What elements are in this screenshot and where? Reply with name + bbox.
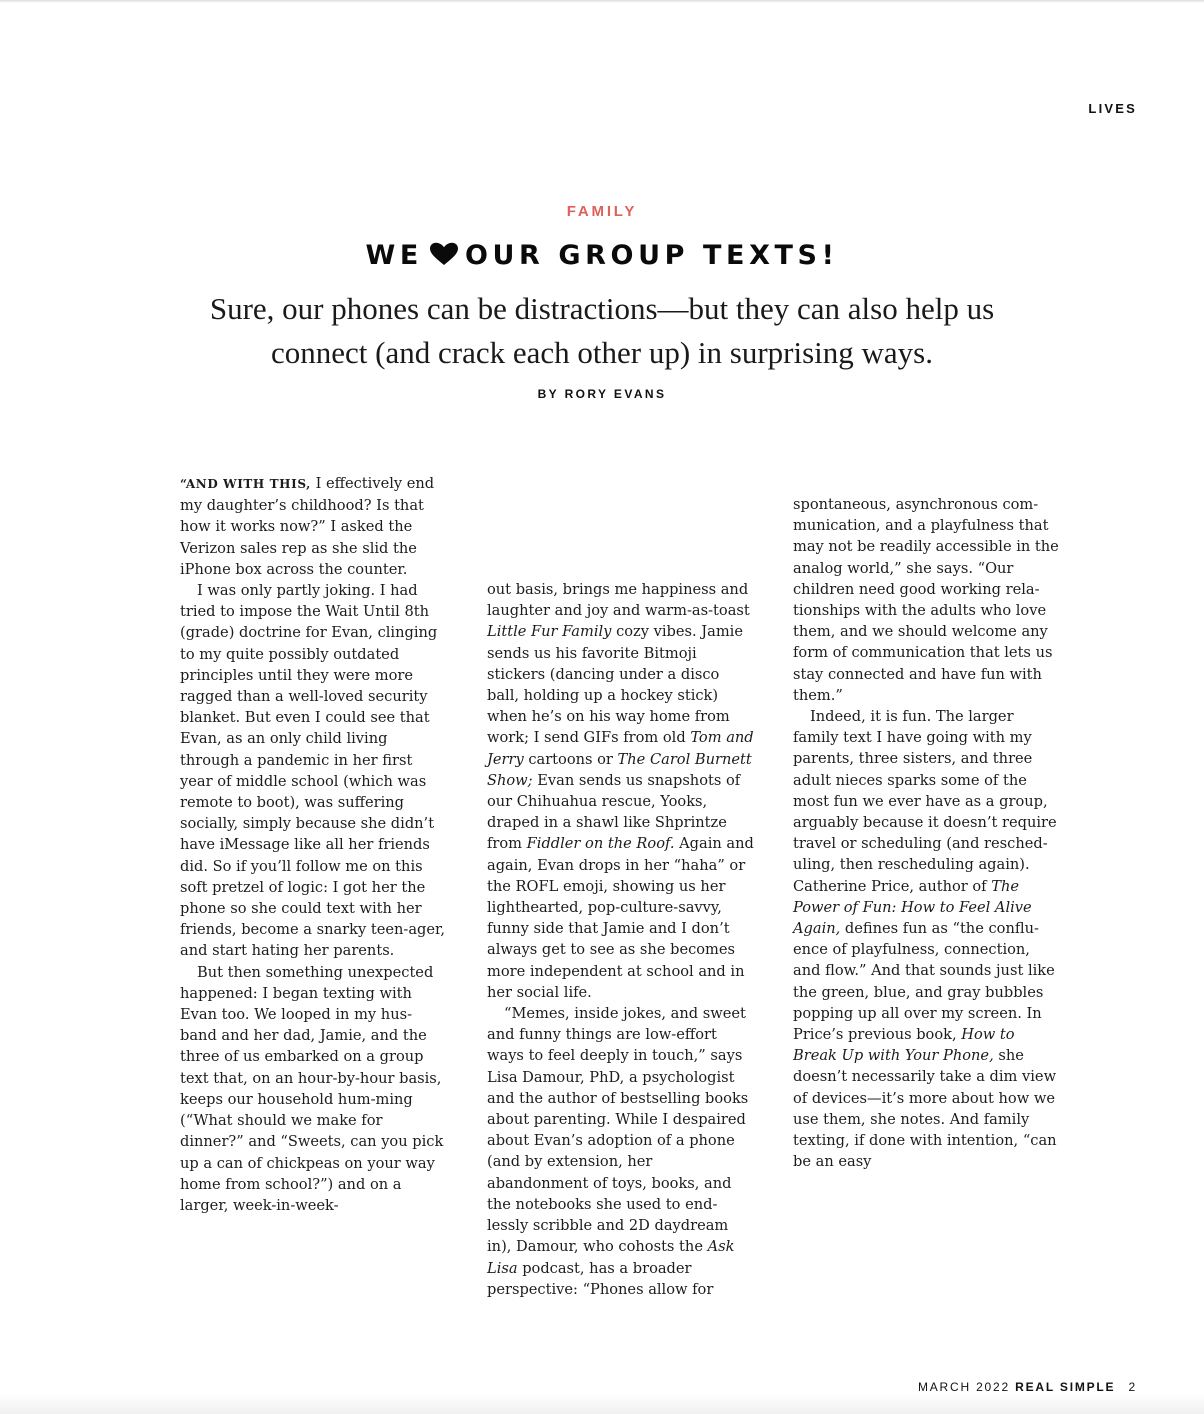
paragraph-text: Evan sends us snapshots of our Chihuahua rescue, Yooks, draped in a shawl like Shprintze from: [487, 771, 741, 853]
italic-title: Ask Lisa: [487, 1238, 735, 1277]
page-footer: [918, 1380, 1137, 1394]
headline-start: WE: [365, 240, 423, 271]
paragraph: spontaneous, asynchronous com-munication, and a playfulness that may not be readily accessible in the analog world,” she says. “Our children need good working rela-tionships with the adults who love them, and we should welcome any form of communication that lets us stay connected and have fun with them.”: [793, 496, 1059, 704]
italic-title: Tom and Jerry: [487, 729, 754, 768]
heart-icon: [429, 242, 459, 273]
paragraph: [180, 473, 448, 580]
paragraph: I was only partly joking. I had tried to impose the Wait Until 8th (grade) doctrine for Evan, clinging to my quite possibly outdated principles until they were more ragged than a well-loved security blanket. But even I could see that Evan, as an only child living through a pandemic in her first year of middle school (which was remote to boot), was suffering socially, simply because she didn’t have iMessage like all her friends did. So if you’ll follow me on this soft pretzel of logic: I got her the phone so she could text with her friends, become a snarky teen-ager, and start hating her parents.: [180, 582, 446, 960]
italic-title: How to Break Up with Your Phone,: [793, 1026, 1015, 1065]
paragraph-text: she doesn’t necessarily take a dim view of devices—it’s more about how we use them, she notes. And family texting, if done with intention, “can be an easy: [793, 1047, 1057, 1171]
body-column-3: [793, 494, 1061, 1173]
body-column-1: [180, 473, 448, 1216]
italic-title: Little Fur Family: [487, 623, 612, 641]
headline: [0, 240, 1204, 273]
page-bottom-edge: [0, 1394, 1204, 1414]
paragraph-text: cozy vibes. Jamie sends us his favorite Bitmoji stickers (dancing under a disco ball, holding up a hockey stick) when he’s on his way home from work; I send GIFs from old: [487, 623, 743, 747]
paragraph: [487, 579, 755, 1003]
paragraph-text: “Memes, inside jokes, and sweet and funny things are low-effort ways to feel deeply in touch,” says Lisa Damour, PhD, a psychologist and the author of bestselling books about parenting. While I despaired about Evan’s adoption of a phone (and by extension, her abandonment of toys, books, and the notebooks she used to end-lessly scribble and 2D daydream in), Damour, who cohosts the: [487, 1005, 749, 1256]
paragraph: [487, 1003, 755, 1300]
body-column-2: [487, 579, 755, 1300]
italic-title: The Carol Burnett Show;: [487, 750, 752, 789]
lead-in: “AND WITH THIS,: [180, 477, 311, 491]
italic-title: The Power of Fun: How to Feel Alive Again,: [793, 877, 1032, 938]
section-label: LIVES: [1088, 101, 1137, 116]
issue-date: MARCH 2022: [917, 1380, 1010, 1394]
paragraph-text: out basis, brings me happiness and laughter and joy and warm-as-toast: [487, 581, 750, 620]
paragraph-text: Indeed, it is fun. The larger family text I have going with my parents, three sisters, and three adult nieces sparks some of the most fun we ever have as a group, arguably because it doesn’t require travel or scheduling (and resched-uling, then rescheduling again). Catherine Price, author of: [793, 708, 1057, 895]
magazine-name: REAL SIMPLE: [1015, 1380, 1116, 1394]
paragraph-text: I effectively end my daughter’s childhood? Is that how it works now?” I asked the Verizon sales rep as she slid the iPhone box across the counter.: [180, 475, 435, 578]
paragraph-text: defines fun as “the conflu-ence of playfulness, connection, and flow.” And that sounds just like the green, blue, and gray bubbles popping up all over my screen. In Price’s previous book,: [793, 920, 1055, 1044]
kicker: FAMILY: [566, 203, 638, 220]
paragraph: But then something unexpected happened: I began texting with Evan too. We looped in my hus-band and her dad, Jamie, and the three of us embarked on a group text that, on an hour-by-hour basis, keeps our household hum-ming (“What should we make for dinner?” and “Sweets, can you pick up a can of chickpeas on your way home from school?”) and on a larger, week-in-week-: [180, 963, 444, 1214]
headline-end: OUR GROUP TEXTS!: [464, 240, 839, 271]
paragraph: [793, 706, 1061, 1172]
page-top-edge: [0, 0, 1204, 3]
page-number: 2: [1128, 1380, 1137, 1394]
paragraph-text: Again and again, Evan drops in her “haha” or the ROFL emoji, showing us her lighthearted, pop-culture-savvy, funny side that Jamie and I don’t always get to see as she becomes more independent at school and in her social life.: [487, 835, 754, 1001]
paragraph-text: podcast, has a broader perspective: “Phones allow for: [487, 1259, 714, 1298]
paragraph-text: cartoons or: [523, 750, 618, 768]
italic-title: Fiddler on the Roof.: [526, 835, 675, 853]
byline: BY RORY EVANS: [537, 387, 667, 401]
dek-subtitle: Sure, our phones can be distractions—but they can also help us connect (and crack each other up) in surprising ways.: [209, 291, 995, 370]
